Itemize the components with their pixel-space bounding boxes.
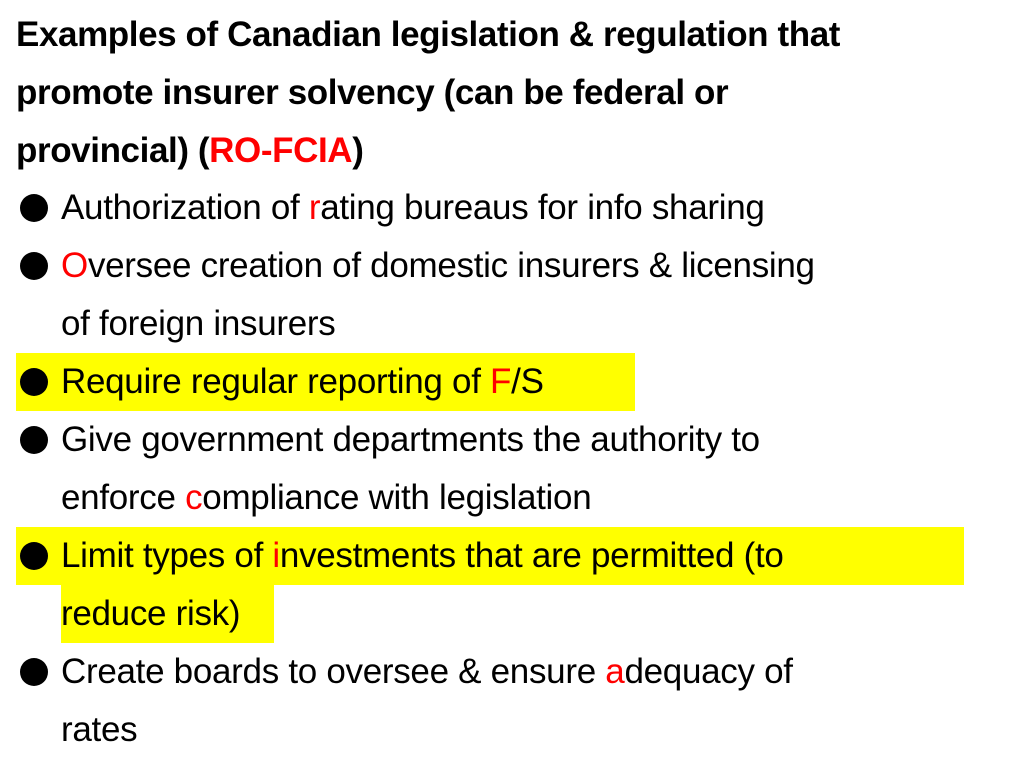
mnemonic-letter: O [61,246,88,285]
bullet-item-enforce-compliance [0,411,1022,527]
title-line-3 [16,122,1006,180]
bullet-text-pre: Create boards to oversee & ensure [61,652,606,691]
bullet-text-post: /S [511,362,544,401]
bullet-list [0,179,1022,759]
bullet-item-oversee-creation [0,237,1022,353]
bullet-text-pre: Authorization of [61,188,309,227]
mnemonic-letter: i [272,536,280,575]
bullet-dot-icon [20,542,48,570]
bullet-text-post: ating bureaus for info sharing [320,188,765,227]
mnemonic-letter: c [185,478,203,517]
mnemonic-letter: a [605,652,625,691]
mnemonic-letter: r [308,188,321,227]
bullet-text: Give government departments the authority to [61,420,760,459]
slide-title [16,6,1006,180]
bullet-text-continuation [61,469,1022,527]
bullet-text [61,237,1022,295]
bullet-text-post: nvestments that are permitted (to [279,536,784,575]
bullet-dot-icon [20,658,48,686]
bullet-dot-icon [20,194,48,222]
bullet-text [61,179,1022,237]
bullet-text-post: dequacy of [624,652,793,691]
title-line-3-suffix: ) [352,131,364,170]
title-line-2: promote insurer solvency (can be federal or [16,73,729,112]
bullet-text [61,643,1022,701]
bullet-item-limit-investments [0,527,1022,643]
bullet-text-continuation: rates [61,710,138,749]
mnemonic-letter: F [490,362,512,401]
bullet-text-continuation: of foreign insurers [61,304,336,343]
bullet-text-pre: Require regular reporting of [61,362,491,401]
bullet-dot-icon [20,368,48,396]
bullet-item-create-boards [0,643,1022,759]
bullet-text [16,353,635,411]
bullet-text-pre: Limit types of [61,536,273,575]
bullet-text-post: versee creation of domestic insurers & licensing [87,246,815,285]
bullet-dot-icon [20,426,48,454]
bullet-dot-icon [20,252,48,280]
bullet-item-regular-reporting [0,353,1022,411]
title-line-1: Examples of Canadian legislation & regulation that [16,15,841,54]
mnemonic-acronym: RO-FCIA [209,131,353,170]
bullet-text-post: ompliance with legislation [202,478,592,517]
title-line-3-prefix: provincial) ( [16,131,210,170]
bullet-item-rating-bureaus [0,179,1022,237]
bullet-text-continuation: reduce risk) [61,585,274,643]
bullet-text-pre: enforce [61,478,186,517]
bullet-text [16,527,964,585]
